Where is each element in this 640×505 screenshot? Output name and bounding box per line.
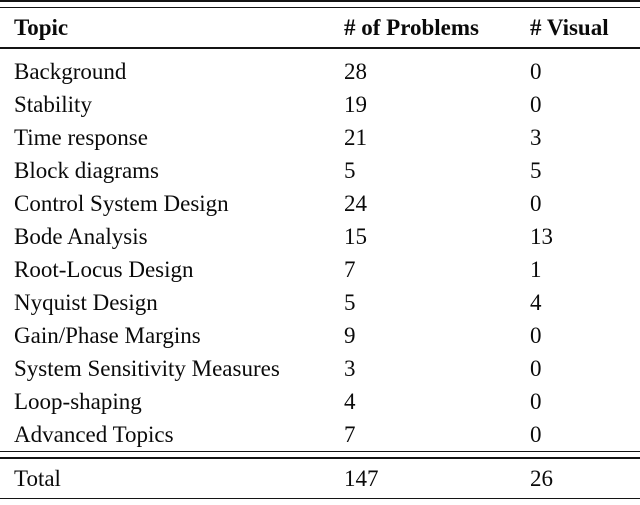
table-row — [0, 253, 640, 286]
total-label-cell: Total — [14, 465, 61, 491]
problems-cell: 5 — [344, 289, 356, 315]
topic-cell: Background — [14, 58, 127, 84]
column-header-visual: # Visual — [530, 14, 609, 40]
topic-cell: Root-Locus Design — [14, 256, 194, 282]
topic-cell: Control System Design — [14, 190, 229, 216]
visual-cell: 1 — [530, 256, 542, 282]
visual-cell: 5 — [530, 157, 542, 183]
problems-cell: 19 — [344, 91, 367, 117]
table-row — [0, 220, 640, 253]
topic-cell: Block diagrams — [14, 157, 159, 183]
topic-cell: Stability — [14, 91, 92, 117]
problems-cell: 3 — [344, 355, 356, 381]
topic-cell: Bode Analysis — [14, 223, 148, 249]
topic-cell: Time response — [14, 124, 148, 150]
problems-cell: 24 — [344, 190, 367, 216]
visual-cell: 0 — [530, 355, 542, 381]
visual-cell: 0 — [530, 91, 542, 117]
column-header-problems: # of Problems — [344, 14, 480, 40]
table-row — [0, 154, 640, 187]
problems-cell: 7 — [344, 256, 356, 282]
topic-cell: Advanced Topics — [14, 421, 174, 447]
topic-cell: Gain/Phase Margins — [14, 322, 201, 348]
table-row — [0, 121, 640, 154]
table-row — [0, 418, 640, 451]
topic-cell: Loop-shaping — [14, 388, 142, 414]
table-top-rule — [0, 0, 640, 8]
visual-cell: 0 — [530, 190, 542, 216]
table-row — [0, 55, 640, 88]
problems-cell: 21 — [344, 124, 367, 150]
total-problems-cell: 147 — [344, 465, 379, 491]
total-visual-cell: 26 — [530, 465, 553, 491]
table-row — [0, 352, 640, 385]
column-header-topic: Topic — [14, 14, 69, 40]
visual-cell: 0 — [530, 388, 542, 414]
table-row — [0, 286, 640, 319]
problems-cell: 7 — [344, 421, 356, 447]
problems-cell: 5 — [344, 157, 356, 183]
problems-cell: 28 — [344, 58, 367, 84]
visual-cell: 4 — [530, 289, 542, 315]
problems-cell: 9 — [344, 322, 356, 348]
visual-cell: 3 — [530, 124, 542, 150]
visual-cell: 0 — [530, 322, 542, 348]
table-header-row — [0, 8, 640, 47]
table-body — [0, 49, 640, 451]
table-row — [0, 88, 640, 121]
topic-cell: Nyquist Design — [14, 289, 158, 315]
visual-cell: 0 — [530, 421, 542, 447]
problems-cell: 15 — [344, 223, 367, 249]
table-row — [0, 319, 640, 352]
topic-cell: System Sensitivity Measures — [14, 355, 280, 381]
total-separator-rule — [0, 451, 640, 459]
table-row — [0, 187, 640, 220]
visual-cell: 13 — [530, 223, 553, 249]
table-row — [0, 385, 640, 418]
problems-cell: 4 — [344, 388, 356, 414]
table-bottom-rule — [0, 498, 640, 505]
total-row — [0, 459, 640, 498]
visual-cell: 0 — [530, 58, 542, 84]
